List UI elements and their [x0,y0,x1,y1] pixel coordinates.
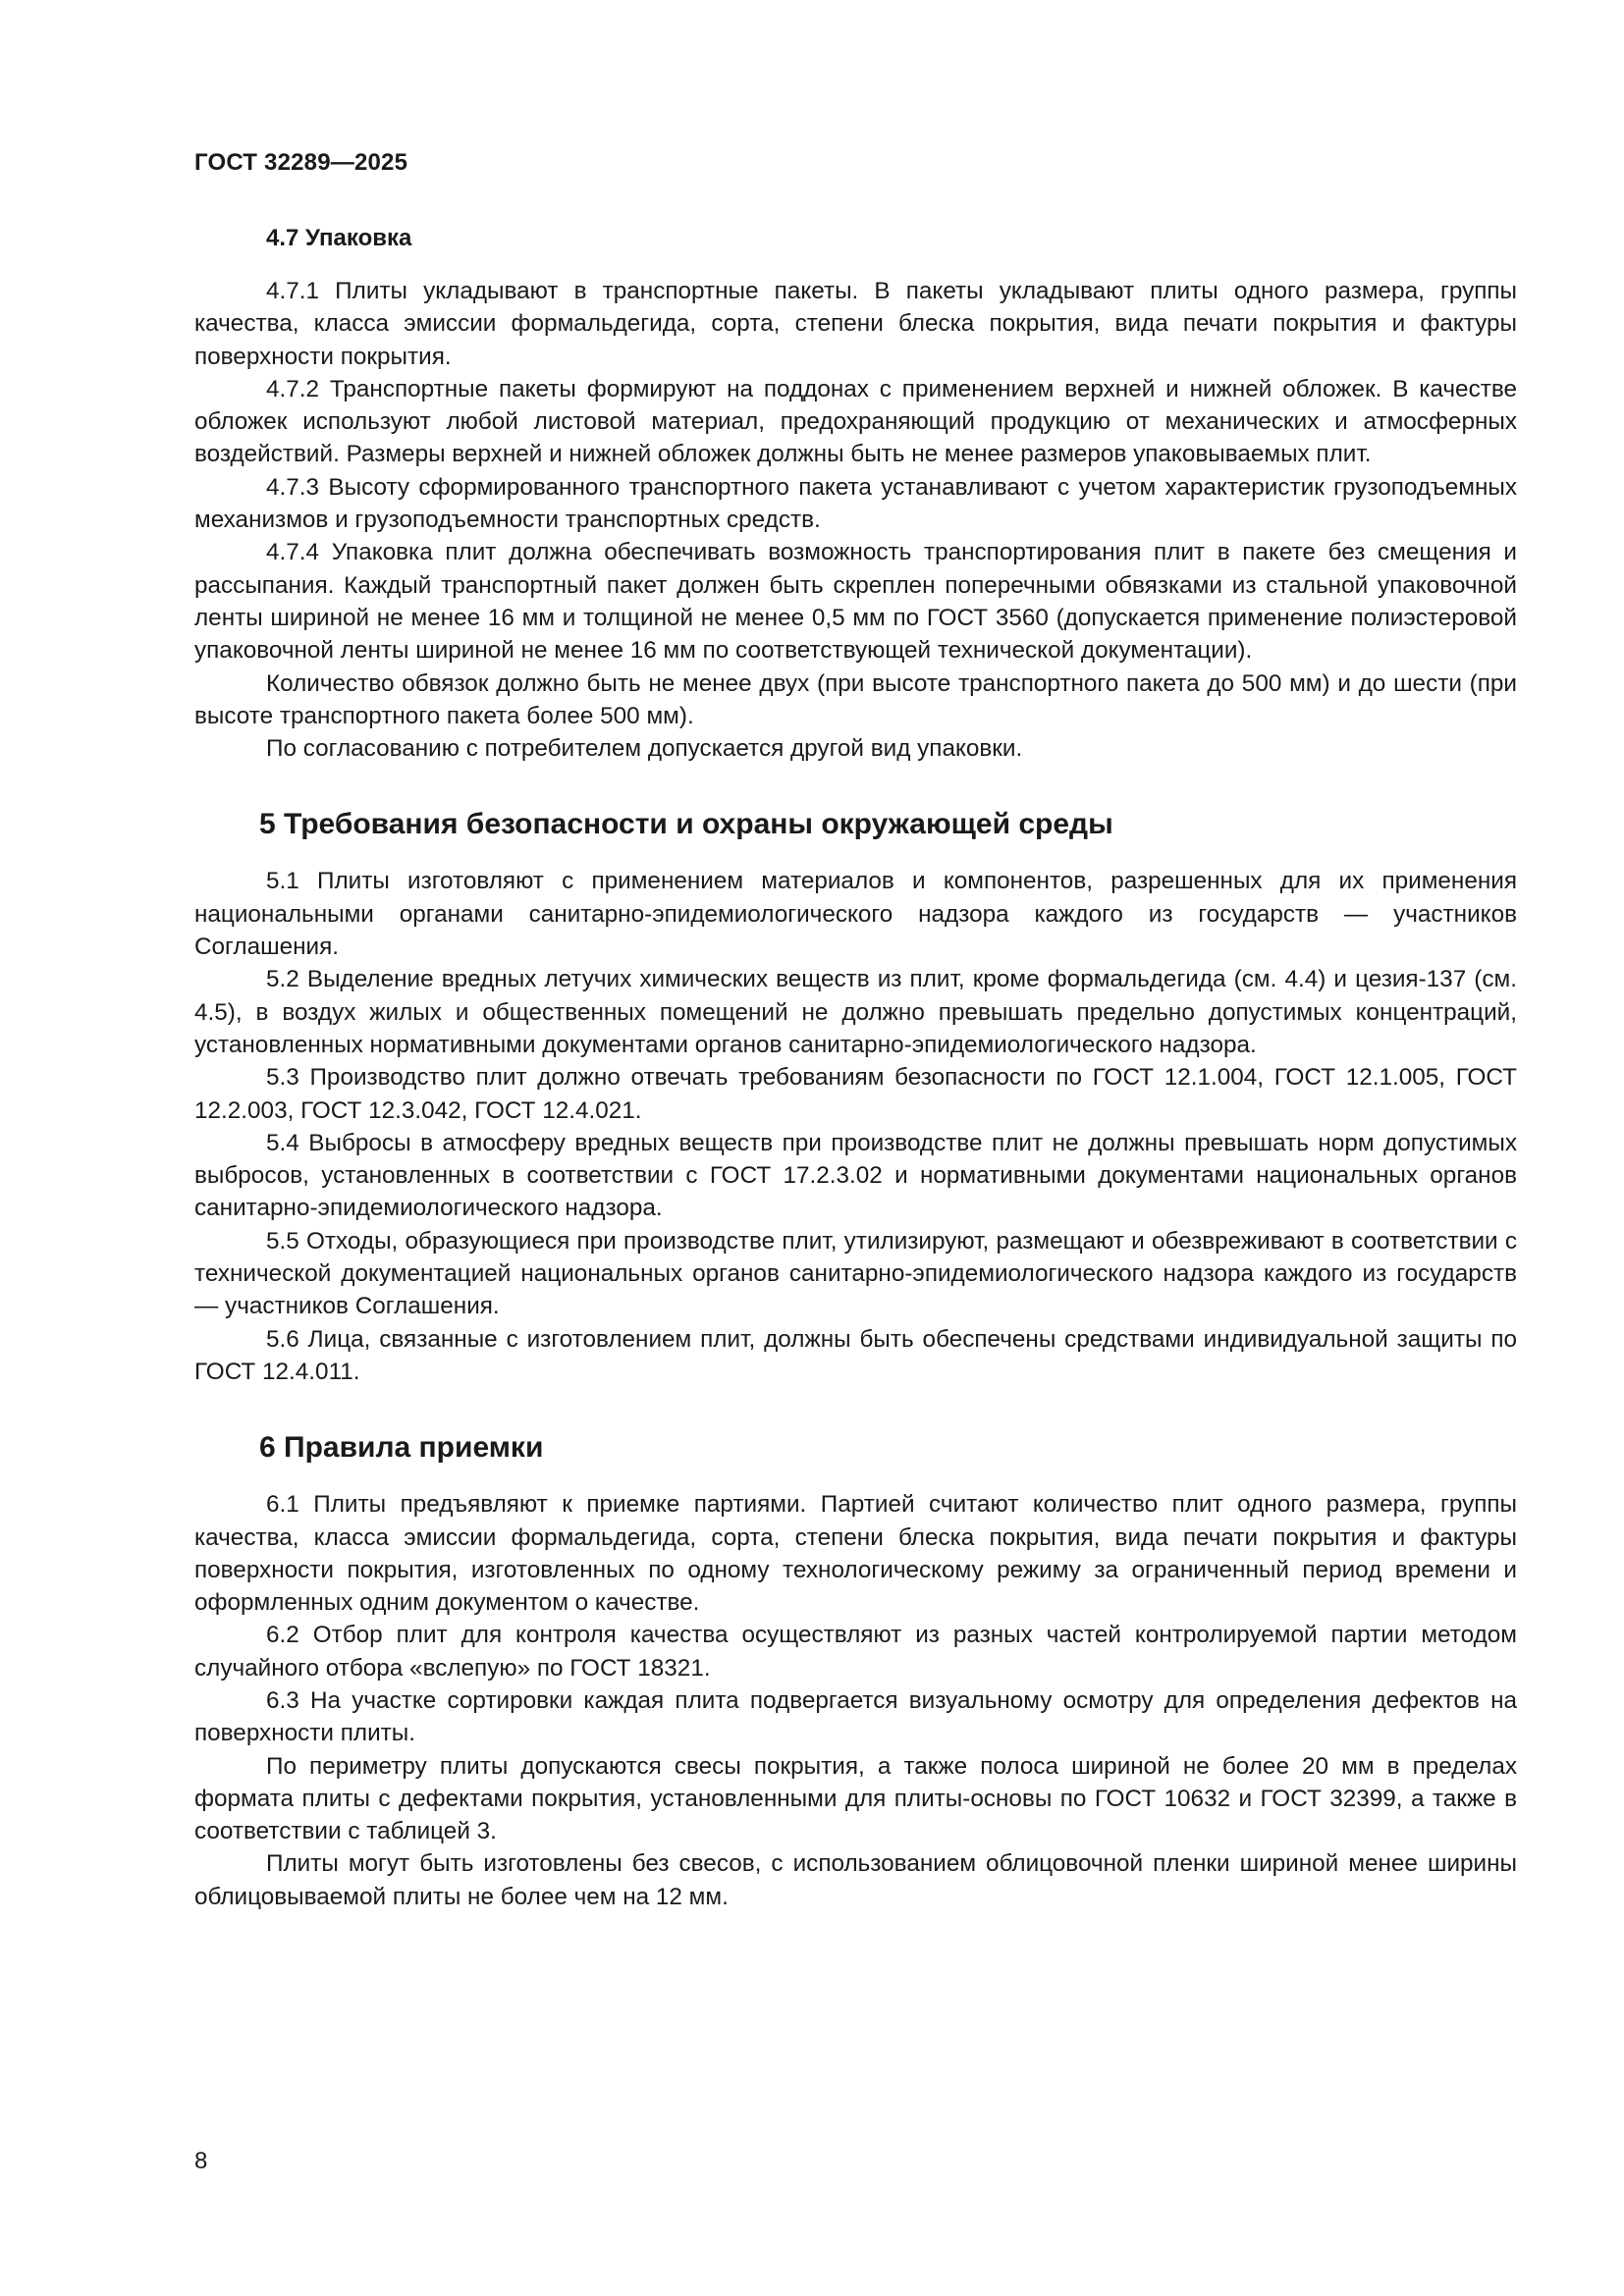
paragraph-5-2: 5.2 Выделение вредных летучих химических веществ из плит, кроме формальдегида (см. 4.4) и цезия-137 (см. 4.5), в воздух жилых и общественных помещений не должно превышать предельно допустимых концентраций, установленных нормативными документами органов санитарно-эпидемиологического надзора. [194,966,1517,1058]
paragraph-edge-overhang: По периметру плиты допускаются свесы покрытия, а также полоса шириной не более 20 мм в пределах формата плиты с дефектами покрытия, установленными для плиты-основы по ГОСТ 10632 и ГОСТ 32399, а также в соответствии с таблицей 3. [194,1752,1517,1845]
paragraph-5-4: 5.4 Выбросы в атмосферу вредных веществ при производстве плит не должны превышать норм допустимых выбросов, установленных в соответствии с ГОСТ 17.2.3.02 и нормативными документами национальных органов санитарно-эпидемиологического надзора. [194,1129,1517,1222]
section-4-7-title: 4.7 Упаковка [266,225,412,251]
paragraph-binding-count: Количество обвязок должно быть не менее двух (при высоте транспортного пакета до 500 мм) и до шести (при высоте транспортного пакета более 500 мм). [194,669,1517,729]
page-content [194,224,1517,1913]
document-header: ГОСТ 32289—2025 [194,149,408,176]
paragraph-5-5: 5.5 Отходы, образующиеся при производстве плит, утилизируют, размещают и обезвреживают в соответствии с технической документацией национальных органов санитарно-эпидемиологического надзора каждого из государств — участников Соглашения. [194,1227,1517,1320]
paragraph-6-3: 6.3 На участке сортировки каждая плита подвергается визуальному осмотру для определения дефектов на поверхности плиты. [194,1686,1517,1747]
paragraph-5-1: 5.1 Плиты изготовляют с применением материалов и компонентов, разрешенных для их применения национальными органами санитарно-эпидемиологического надзора каждого из государств — участников Соглашения. [194,868,1517,961]
paragraph-5-6: 5.6 Лица, связанные с изготовлением плит, должны быть обеспечены средствами индивидуальной защиты по ГОСТ 12.4.011. [194,1325,1517,1385]
paragraph-no-overhang: Плиты могут быть изготовлены без свесов, с использованием облицовочной пленки шириной менее ширины облицовываемой плиты не более чем на 12 мм. [194,1850,1517,1910]
paragraph-4-7-2: 4.7.2 Транспортные пакеты формируют на поддонах с применением верхней и нижней обложек. В качестве обложек используют любой листовой материал, предохраняющий продукцию от механических и атмосферных воздействий. Размеры верхней и нижней обложек должны быть не менее размеров упаковываемых плит. [194,375,1517,468]
paragraph-other-packaging: По согласованию с потребителем допускается другой вид упаковки. [266,735,1023,763]
paragraph-5-3: 5.3 Производство плит должно отвечать требованиям безопасности по ГОСТ 12.1.004, ГОСТ 12.1.005, ГОСТ 12.2.003, ГОСТ 12.3.042, ГОСТ 12.4.021. [194,1064,1517,1124]
section-6-title: 6 Правила приемки [259,1431,544,1465]
paragraph-4-7-3: 4.7.3 Высоту сформированного транспортного пакета устанавливают с учетом характеристик грузоподъемных механизмов и грузоподъемности транспортных средств. [194,473,1517,534]
page-number: 8 [194,2148,208,2174]
section-5-title: 5 Требования безопасности и охраны окружающей среды [259,808,1113,841]
paragraph-4-7-4: 4.7.4 Упаковка плит должна обеспечивать возможность транспортирования плит в пакете без смещения и рассыпания. Каждый транспортный пакет должен быть скреплен поперечными обвязками из стальной упаковочной ленты шириной не менее 16 мм и толщиной не менее 0,5 мм по ГОСТ 3560 (допускается применение полиэстеровой упаковочной ленты шириной не менее 16 мм по соответствующей технической документации). [194,539,1517,665]
paragraph-6-2: 6.2 Отбор плит для контроля качества осуществляют из разных частей контролируемой партии методом случайного отбора «вслепую» по ГОСТ 18321. [194,1622,1517,1682]
paragraph-4-7-1: 4.7.1 Плиты укладывают в транспортные пакеты. В пакеты укладывают плиты одного размера, группы качества, класса эмиссии формальдегида, сорта, степени блеска покрытия, вида печати покрытия и фактуры поверхности покрытия. [194,278,1517,370]
paragraph-6-1: 6.1 Плиты предъявляют к приемке партиями. Партией считают количество плит одного размера, группы качества, класса эмиссии формальдегида, сорта, степени блеска покрытия, вида печати покрытия и фактуры поверхности покрытия, изготовленных по одному технологическому режиму за ограниченный период времени и оформленных одним документом о качестве. [194,1491,1517,1617]
